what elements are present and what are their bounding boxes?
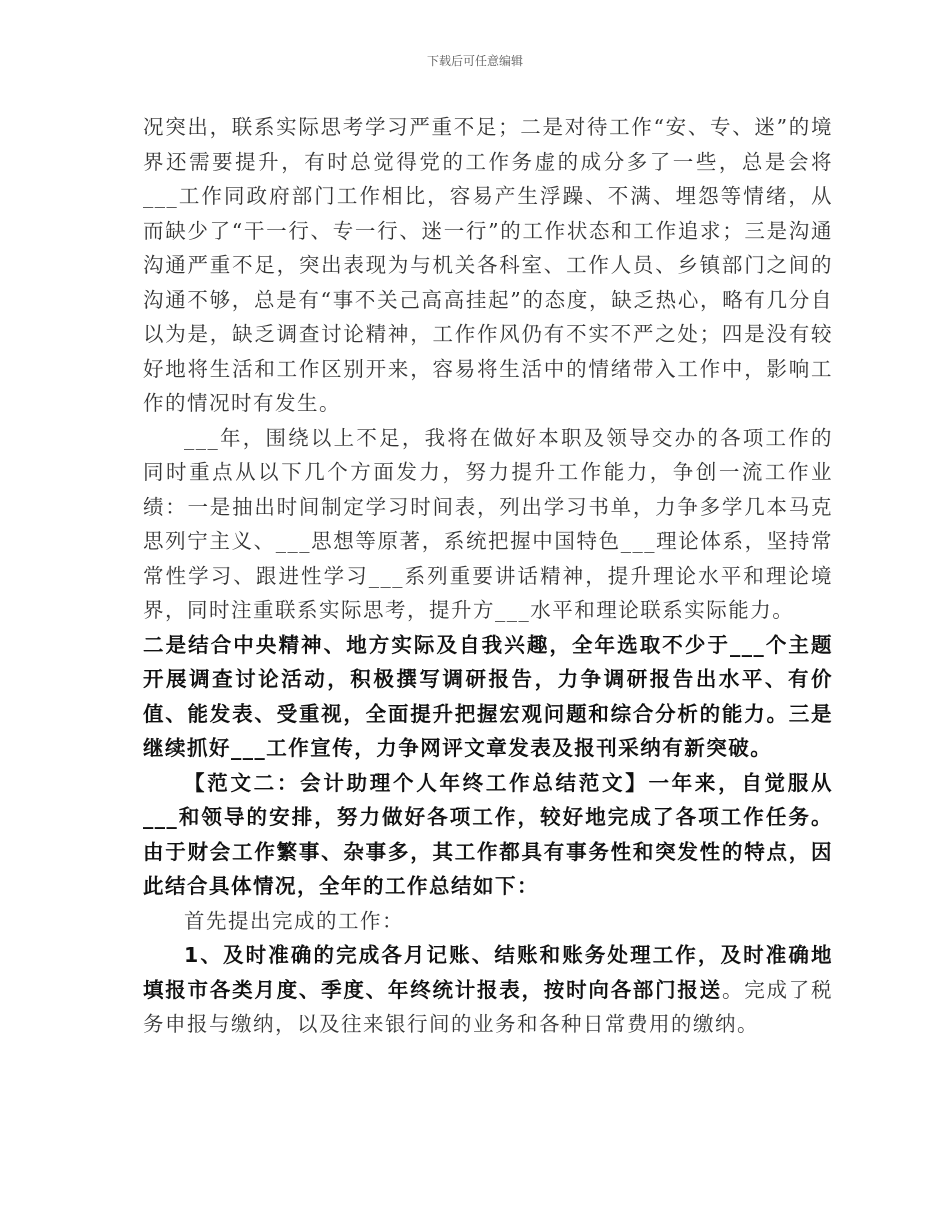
paragraph-1: 况突出，联系实际思考学习严重不足；二是对待工作“安、专、迷”的境界还需要提升，有时总觉得党的工作务虚的成分多了一些，总是会将___工作同政府部门工作相比，容易产生浮躁、不满、埋怨等情绪，从而缺少了“干一行、专一行、迷一行”的工作状态和工作追求；三是沟通沟通严重不足，突出表现为与机关各科室、工作人员、乡镇部门之间的沟通不够，总是有“事不关己高高挂起”的态度，缺乏热心，略有几分自以为是，缺乏调查讨论精神，工作作风仍有不实不严之处；四是没有较好地将生活和工作区别开来，容易将生活中的情绪带入工作中，影响工作的情况时有发生。 [143,115,833,415]
paragraph-6 [143,938,833,1042]
paragraph-6-normal: 。完成了税务申报与缴纳，以及往来银行间的业务和各种日常费用的缴纳。 [143,977,834,1036]
page-header: 下载后可任意编辑 [426,54,523,68]
paragraph-4: 【范文二：会计助理个人年终工作总结范文】一年来，自觉服从___和领导的安排，努力做好各项工作，较好地完成了各项工作任务。由于财会工作繁事、杂事多，其工作都具有事务性和突发性的特点，因此结合具体情况，全年的工作总结如下： [143,770,833,898]
document-body [143,110,833,1042]
paragraph-3: 二是结合中央精神、地方实际及自我兴趣，全年选取不少于___个主题开展调查讨论活动，积极撰写调研报告，力争调研报告出水平、有价值、能发表、受重视，全面提升把握宏观问题和综合分析的能力。三是继续抓好___工作宣传，力争网评文章发表及报刊采纳有新突破。 [143,632,833,760]
paragraph-2: ___年，围绕以上不足，我将在做好本职及领导交办的各项工作的同时重点从以下几个方面发力，努力提升工作能力，争创一流工作业绩：一是抽出时间制定学习时间表，列出学习书单，力争多学几本马克思列宁主义、___思想等原著，系统把握中国特色___理论体系，坚持常常性学习、跟进性学习___系列重要讲话精神，提升理论水平和理论境界，同时注重联系实际思考，提升方___水平和理论联系实际能力。 [143,425,833,622]
paragraph-5: 首先提出完成的工作： [184,908,404,933]
paragraph-6-bold: 1、及时准确的完成各月记账、结账和账务处理工作，及时准确地填报市各类月度、季度、年终统计报表，按时向各部门报送 [143,943,833,1002]
